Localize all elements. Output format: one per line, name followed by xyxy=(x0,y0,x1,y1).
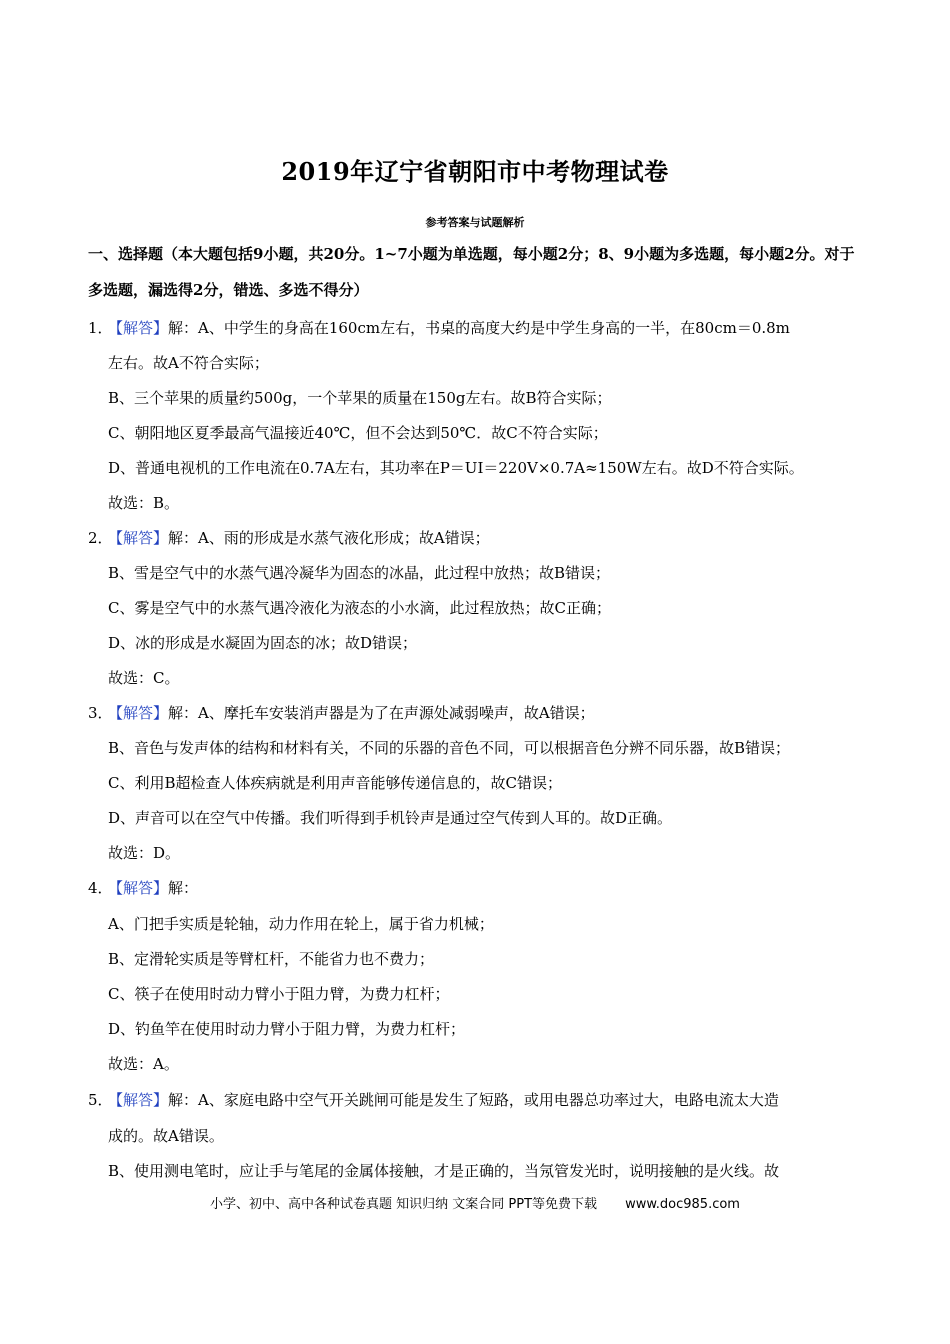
answer-line: 成的。故A错误。 xyxy=(108,1127,224,1145)
section-heading: 一、选择题（本大题包括9小题，共20分。1~7小题为单选题，每小题2分；8、9小题为多选题，每小题2分。对于多选题，漏选得2分，错选、多选不得分） xyxy=(88,245,855,299)
question-number: 3． xyxy=(88,704,113,722)
answer-line: D、声音可以在空气中传播。我们听得到手机铃声是通过空气传到人耳的。故D正确。 xyxy=(108,809,673,827)
answer-tag: 【解答】 xyxy=(108,319,169,337)
question-number: 2． xyxy=(88,529,113,547)
question-1 xyxy=(88,318,790,338)
answer-line: B、使用测电笔时，应让手与笔尾的金属体接触，才是正确的，当氖管发光时，说明接触的是火线。故 xyxy=(108,1162,780,1180)
answer-line: B、三个苹果的质量约500g，一个苹果的质量在150g左右。故B符合实际； xyxy=(108,389,612,407)
answer-line: C、朝阳地区夏季最高气温接近40℃，但不会达到50℃．故C不符合实际； xyxy=(108,424,608,442)
answer-text: 解：A、雨的形成是水蒸气液化形成；故A错误； xyxy=(168,529,490,547)
footer-site-link[interactable]: www.doc985.com xyxy=(625,1197,740,1212)
page-subtitle: 参考答案与试题解析 xyxy=(425,216,525,229)
question-2 xyxy=(88,528,490,548)
answer-line: B、雪是空气中的水蒸气遇冷凝华为固态的冰晶，此过程中放热；故B错误； xyxy=(108,564,611,582)
answer-text: 解：A、家庭电路中空气开关跳闸可能是发生了短路，或用电器总功率过大，电路电流太大造 xyxy=(168,1091,779,1109)
answer-line: C、雾是空气中的水蒸气遇冷液化为液态的小水滴，此过程放热；故C正确； xyxy=(108,599,611,617)
answer-line: 左右。故A不符合实际； xyxy=(108,354,269,372)
answer-choice: 故选：B。 xyxy=(108,494,180,512)
answer-tag: 【解答】 xyxy=(108,529,169,547)
answer-line: C、筷子在使用时动力臂小于阻力臂，为费力杠杆； xyxy=(108,985,450,1003)
answer-choice: 故选：C。 xyxy=(108,669,180,687)
answer-line: B、音色与发声体的结构和材料有关，不同的乐器的音色不同，可以根据音色分辨不同乐器，故B错误； xyxy=(108,739,791,757)
answer-tag: 【解答】 xyxy=(108,1091,169,1109)
answer-line: A、门把手实质是轮轴，动力作用在轮上，属于省力机械； xyxy=(108,915,494,933)
answer-text: 解：A、摩托车安装消声器是为了在声源处减弱噪声，故A错误； xyxy=(168,704,595,722)
answer-line: C、利用B超检查人体疾病就是利用声音能够传递信息的，故C错误； xyxy=(108,774,562,792)
answer-text: 解： xyxy=(168,879,199,897)
answer-tag: 【解答】 xyxy=(108,704,169,722)
answer-choice: 故选：A。 xyxy=(108,1055,179,1073)
answer-text: 解：A、中学生的身高在160cm左右，书桌的高度大约是中学生身高的一半，在80cm＝0.8m xyxy=(168,319,790,337)
question-number: 5． xyxy=(88,1091,113,1109)
page-footer xyxy=(0,1193,950,1212)
footer-text: 小学、初中、高中各种试卷真题 知识归纳 文案合同 PPT等免费下载 xyxy=(210,1197,598,1212)
answer-line: B、定滑轮实质是等臂杠杆，不能省力也不费力； xyxy=(108,950,435,968)
answer-line: D、钓鱼竿在使用时动力臂小于阻力臂，为费力杠杆； xyxy=(108,1020,466,1038)
answer-tag: 【解答】 xyxy=(108,879,169,897)
answer-choice: 故选：D。 xyxy=(108,844,181,862)
question-3 xyxy=(88,703,595,723)
page-title: 2019年辽宁省朝阳市中考物理试卷 xyxy=(281,157,669,186)
question-4 xyxy=(88,878,198,898)
answer-line: D、冰的形成是水凝固为固态的冰；故D错误； xyxy=(108,634,418,652)
answer-line: D、普通电视机的工作电流在0.7A左右，其功率在P＝UI＝220V×0.7A≈150W左右。故D不符合实际。 xyxy=(108,459,804,477)
question-number: 1． xyxy=(88,319,113,337)
question-5 xyxy=(88,1090,779,1110)
question-number: 4． xyxy=(88,879,113,897)
